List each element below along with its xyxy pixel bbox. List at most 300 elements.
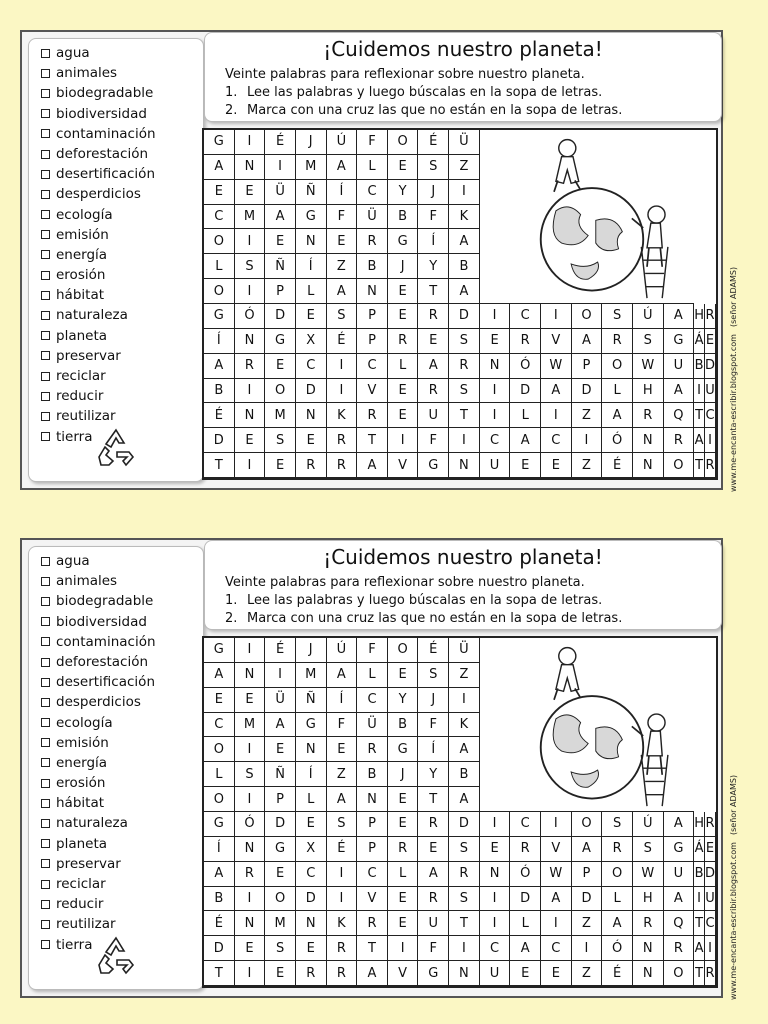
grid-cell[interactable]: F xyxy=(418,936,449,961)
grid-cell[interactable]: Ñ xyxy=(265,762,296,787)
grid-cell[interactable]: C xyxy=(296,354,327,379)
grid-cell[interactable]: D xyxy=(572,379,603,404)
grid-cell[interactable]: G xyxy=(296,205,327,230)
grid-cell[interactable]: Á xyxy=(694,329,705,354)
grid-cell[interactable]: T xyxy=(204,961,235,986)
grid-cell[interactable]: D xyxy=(705,354,716,379)
grid-cell[interactable]: Ó xyxy=(510,862,541,887)
grid-cell[interactable]: D xyxy=(265,304,296,329)
grid-cell[interactable]: R xyxy=(664,936,695,961)
grid-cell[interactable]: Í xyxy=(204,329,235,354)
grid-cell[interactable]: A xyxy=(204,663,235,688)
grid-cell[interactable]: Ó xyxy=(510,354,541,379)
grid-cell[interactable]: Z xyxy=(572,961,603,986)
grid-cell[interactable]: V xyxy=(357,887,388,912)
grid-cell[interactable]: U xyxy=(480,453,511,478)
grid-cell[interactable]: Z xyxy=(572,403,603,428)
grid-cell[interactable]: N xyxy=(235,403,266,428)
grid-cell[interactable]: E xyxy=(388,812,419,837)
grid-cell[interactable]: R xyxy=(705,453,716,478)
checkbox-icon[interactable] xyxy=(41,577,50,586)
grid-cell[interactable]: S xyxy=(449,887,480,912)
grid-cell[interactable]: E xyxy=(296,304,327,329)
grid-cell[interactable]: P xyxy=(357,304,388,329)
grid-cell[interactable]: J xyxy=(296,130,327,155)
grid-cell[interactable]: G xyxy=(296,713,327,738)
grid-cell[interactable]: W xyxy=(541,354,572,379)
grid-cell[interactable]: U xyxy=(705,887,716,912)
grid-cell[interactable]: I xyxy=(327,354,358,379)
grid-cell[interactable]: O xyxy=(602,354,633,379)
grid-cell[interactable]: G xyxy=(265,837,296,862)
grid-cell[interactable]: R xyxy=(327,961,358,986)
grid-cell[interactable]: R xyxy=(357,403,388,428)
grid-cell[interactable]: T xyxy=(418,279,449,304)
grid-cell[interactable]: A xyxy=(664,379,695,404)
checkbox-icon[interactable] xyxy=(41,291,50,300)
grid-cell[interactable]: R xyxy=(388,837,419,862)
grid-cell[interactable]: G xyxy=(664,837,695,862)
grid-cell[interactable]: L xyxy=(388,862,419,887)
grid-cell[interactable]: E xyxy=(327,229,358,254)
grid-cell[interactable]: U xyxy=(664,862,695,887)
grid-cell[interactable]: B xyxy=(388,713,419,738)
grid-cell[interactable]: I xyxy=(235,453,266,478)
grid-cell[interactable]: I xyxy=(480,812,511,837)
grid-cell[interactable]: K xyxy=(327,911,358,936)
grid-cell[interactable]: R xyxy=(510,329,541,354)
grid-cell[interactable]: G xyxy=(418,453,449,478)
grid-cell[interactable]: M xyxy=(235,713,266,738)
grid-cell[interactable]: L xyxy=(357,663,388,688)
grid-cell[interactable]: K xyxy=(449,713,480,738)
grid-cell[interactable]: C xyxy=(204,205,235,230)
grid-cell[interactable]: Ó xyxy=(235,812,266,837)
grid-cell[interactable]: W xyxy=(633,354,664,379)
grid-cell[interactable]: R xyxy=(296,961,327,986)
grid-cell[interactable]: T xyxy=(449,403,480,428)
grid-cell[interactable]: E xyxy=(327,737,358,762)
grid-cell[interactable]: A xyxy=(572,329,603,354)
grid-cell[interactable]: O xyxy=(204,229,235,254)
checkbox-icon[interactable] xyxy=(41,250,50,259)
grid-cell[interactable]: A xyxy=(204,354,235,379)
checkbox-icon[interactable] xyxy=(41,109,50,118)
grid-cell[interactable]: I xyxy=(480,911,511,936)
grid-cell[interactable]: E xyxy=(418,329,449,354)
grid-cell[interactable]: L xyxy=(510,403,541,428)
grid-cell[interactable]: U xyxy=(480,961,511,986)
grid-cell[interactable]: U xyxy=(418,403,449,428)
grid-cell[interactable]: A xyxy=(449,229,480,254)
grid-cell[interactable]: D xyxy=(204,936,235,961)
grid-cell[interactable]: R xyxy=(633,911,664,936)
grid-cell[interactable]: A xyxy=(664,887,695,912)
grid-cell[interactable]: Ü xyxy=(449,130,480,155)
grid-cell[interactable]: O xyxy=(388,638,419,663)
grid-cell[interactable]: Ú xyxy=(327,638,358,663)
grid-cell[interactable]: L xyxy=(204,762,235,787)
grid-cell[interactable]: E xyxy=(265,961,296,986)
grid-cell[interactable]: B xyxy=(357,254,388,279)
grid-cell[interactable]: Ó xyxy=(602,428,633,453)
grid-cell[interactable]: U xyxy=(705,379,716,404)
grid-cell[interactable]: É xyxy=(265,638,296,663)
grid-cell[interactable]: Ó xyxy=(235,304,266,329)
grid-cell[interactable]: Í xyxy=(296,762,327,787)
grid-cell[interactable]: R xyxy=(296,453,327,478)
checkbox-icon[interactable] xyxy=(41,799,50,808)
grid-cell[interactable]: E xyxy=(265,737,296,762)
grid-cell[interactable]: G xyxy=(204,638,235,663)
grid-cell[interactable]: I xyxy=(235,961,266,986)
grid-cell[interactable]: E xyxy=(388,155,419,180)
checkbox-icon[interactable] xyxy=(41,69,50,78)
grid-cell[interactable]: R xyxy=(705,812,716,837)
grid-cell[interactable]: B xyxy=(449,254,480,279)
grid-cell[interactable]: N xyxy=(357,787,388,812)
grid-cell[interactable]: L xyxy=(602,887,633,912)
grid-cell[interactable]: Ü xyxy=(265,180,296,205)
grid-cell[interactable]: R xyxy=(418,379,449,404)
grid-cell[interactable]: P xyxy=(572,354,603,379)
grid-cell[interactable]: O xyxy=(265,379,296,404)
grid-cell[interactable]: A xyxy=(510,428,541,453)
checkbox-icon[interactable] xyxy=(41,658,50,667)
grid-cell[interactable]: Ü xyxy=(357,713,388,738)
grid-cell[interactable]: C xyxy=(357,354,388,379)
grid-cell[interactable]: A xyxy=(541,887,572,912)
grid-cell[interactable]: Ó xyxy=(602,936,633,961)
checkbox-icon[interactable] xyxy=(41,150,50,159)
grid-cell[interactable]: M xyxy=(296,155,327,180)
grid-cell[interactable]: Q xyxy=(664,911,695,936)
grid-cell[interactable]: Ñ xyxy=(296,688,327,713)
grid-cell[interactable]: R xyxy=(327,453,358,478)
grid-cell[interactable]: I xyxy=(265,155,296,180)
grid-cell[interactable]: E xyxy=(388,911,419,936)
grid-cell[interactable]: E xyxy=(204,180,235,205)
grid-cell[interactable]: N xyxy=(296,737,327,762)
grid-cell[interactable]: C xyxy=(357,688,388,713)
grid-cell[interactable]: P xyxy=(265,279,296,304)
checkbox-icon[interactable] xyxy=(41,698,50,707)
grid-cell[interactable]: A xyxy=(449,787,480,812)
grid-cell[interactable]: B xyxy=(694,862,705,887)
grid-cell[interactable]: A xyxy=(541,379,572,404)
grid-cell[interactable]: U xyxy=(664,354,695,379)
grid-cell[interactable]: S xyxy=(449,329,480,354)
grid-cell[interactable]: É xyxy=(602,453,633,478)
grid-cell[interactable]: G xyxy=(204,130,235,155)
grid-cell[interactable]: O xyxy=(602,862,633,887)
grid-cell[interactable]: O xyxy=(572,812,603,837)
grid-cell[interactable]: Í xyxy=(418,229,449,254)
grid-cell[interactable]: R xyxy=(418,812,449,837)
grid-cell[interactable]: Ü xyxy=(357,205,388,230)
grid-cell[interactable]: W xyxy=(633,862,664,887)
grid-cell[interactable]: E xyxy=(541,453,572,478)
grid-cell[interactable]: D xyxy=(510,379,541,404)
grid-cell[interactable]: S xyxy=(418,663,449,688)
grid-cell[interactable]: M xyxy=(296,663,327,688)
grid-cell[interactable]: Y xyxy=(418,254,449,279)
grid-cell[interactable]: T xyxy=(204,453,235,478)
grid-cell[interactable]: C xyxy=(510,304,541,329)
grid-cell[interactable]: G xyxy=(388,229,419,254)
grid-cell[interactable]: N xyxy=(480,862,511,887)
grid-cell[interactable]: I xyxy=(235,787,266,812)
grid-cell[interactable]: E xyxy=(480,329,511,354)
grid-cell[interactable]: I xyxy=(480,304,511,329)
checkbox-icon[interactable] xyxy=(41,311,50,320)
grid-cell[interactable]: G xyxy=(418,961,449,986)
grid-cell[interactable]: R xyxy=(705,961,716,986)
grid-cell[interactable]: I xyxy=(388,428,419,453)
grid-cell[interactable]: I xyxy=(480,379,511,404)
grid-cell[interactable]: E xyxy=(705,837,716,862)
grid-cell[interactable]: J xyxy=(418,688,449,713)
grid-cell[interactable]: A xyxy=(204,862,235,887)
grid-cell[interactable]: Ú xyxy=(633,304,664,329)
grid-cell[interactable]: O xyxy=(388,130,419,155)
grid-cell[interactable]: H xyxy=(633,379,664,404)
grid-cell[interactable]: I xyxy=(327,379,358,404)
grid-cell[interactable]: F xyxy=(418,205,449,230)
grid-cell[interactable]: S xyxy=(633,837,664,862)
grid-cell[interactable]: D xyxy=(510,887,541,912)
grid-cell[interactable]: I xyxy=(449,428,480,453)
grid-cell[interactable]: E xyxy=(388,379,419,404)
grid-cell[interactable]: P xyxy=(357,812,388,837)
grid-cell[interactable]: N xyxy=(235,329,266,354)
grid-cell[interactable]: A xyxy=(327,787,358,812)
checkbox-icon[interactable] xyxy=(41,89,50,98)
grid-cell[interactable]: E xyxy=(235,936,266,961)
grid-cell[interactable]: O xyxy=(572,304,603,329)
grid-cell[interactable]: E xyxy=(510,961,541,986)
grid-cell[interactable]: Z xyxy=(449,663,480,688)
grid-cell[interactable]: V xyxy=(357,379,388,404)
grid-cell[interactable]: I xyxy=(235,887,266,912)
grid-cell[interactable]: M xyxy=(265,911,296,936)
grid-cell[interactable]: R xyxy=(357,911,388,936)
grid-cell[interactable]: C xyxy=(357,180,388,205)
checkbox-icon[interactable] xyxy=(41,880,50,889)
grid-cell[interactable]: G xyxy=(664,329,695,354)
grid-cell[interactable]: V xyxy=(388,453,419,478)
checkbox-icon[interactable] xyxy=(41,940,50,949)
grid-cell[interactable]: I xyxy=(449,688,480,713)
grid-cell[interactable]: E xyxy=(265,862,296,887)
grid-cell[interactable]: Y xyxy=(388,180,419,205)
grid-cell[interactable]: E xyxy=(388,787,419,812)
grid-cell[interactable]: E xyxy=(296,936,327,961)
grid-cell[interactable]: I xyxy=(327,862,358,887)
grid-cell[interactable]: C xyxy=(541,936,572,961)
grid-cell[interactable]: O xyxy=(664,453,695,478)
grid-cell[interactable]: F xyxy=(327,713,358,738)
grid-cell[interactable]: A xyxy=(357,453,388,478)
grid-cell[interactable]: J xyxy=(418,180,449,205)
grid-cell[interactable]: I xyxy=(572,428,603,453)
grid-cell[interactable]: C xyxy=(541,428,572,453)
grid-cell[interactable]: C xyxy=(204,713,235,738)
grid-cell[interactable]: E xyxy=(388,304,419,329)
grid-cell[interactable]: D xyxy=(204,428,235,453)
grid-cell[interactable]: A xyxy=(602,403,633,428)
grid-cell[interactable]: É xyxy=(204,403,235,428)
checkbox-icon[interactable] xyxy=(41,900,50,909)
grid-cell[interactable]: T xyxy=(694,911,705,936)
checkbox-icon[interactable] xyxy=(41,230,50,239)
grid-cell[interactable]: Í xyxy=(296,254,327,279)
grid-cell[interactable]: Ú xyxy=(327,130,358,155)
grid-cell[interactable]: I xyxy=(541,812,572,837)
grid-cell[interactable]: L xyxy=(602,379,633,404)
checkbox-icon[interactable] xyxy=(41,597,50,606)
grid-cell[interactable]: I xyxy=(388,936,419,961)
grid-cell[interactable]: N xyxy=(235,837,266,862)
grid-cell[interactable]: F xyxy=(327,205,358,230)
grid-cell[interactable]: P xyxy=(357,329,388,354)
grid-cell[interactable]: A xyxy=(664,304,695,329)
grid-cell[interactable]: E xyxy=(265,229,296,254)
grid-cell[interactable]: B xyxy=(694,354,705,379)
grid-cell[interactable]: L xyxy=(296,787,327,812)
grid-cell[interactable]: X xyxy=(296,837,327,862)
grid-cell[interactable]: B xyxy=(388,205,419,230)
checkbox-icon[interactable] xyxy=(41,372,50,381)
grid-cell[interactable]: E xyxy=(296,428,327,453)
grid-cell[interactable]: K xyxy=(327,403,358,428)
grid-cell[interactable]: L xyxy=(296,279,327,304)
grid-cell[interactable]: P xyxy=(572,862,603,887)
grid-cell[interactable]: T xyxy=(449,911,480,936)
grid-cell[interactable]: É xyxy=(327,329,358,354)
grid-cell[interactable]: N xyxy=(449,961,480,986)
grid-cell[interactable]: Í xyxy=(418,737,449,762)
grid-cell[interactable]: U xyxy=(418,911,449,936)
grid-cell[interactable]: S xyxy=(327,304,358,329)
grid-cell[interactable]: É xyxy=(204,911,235,936)
grid-cell[interactable]: É xyxy=(418,638,449,663)
grid-cell[interactable]: A xyxy=(327,279,358,304)
checkbox-icon[interactable] xyxy=(41,758,50,767)
grid-cell[interactable]: A xyxy=(418,862,449,887)
grid-cell[interactable]: P xyxy=(357,837,388,862)
grid-cell[interactable]: I xyxy=(541,911,572,936)
grid-cell[interactable]: S xyxy=(265,936,296,961)
checkbox-icon[interactable] xyxy=(41,170,50,179)
grid-cell[interactable]: J xyxy=(296,638,327,663)
checkbox-icon[interactable] xyxy=(41,557,50,566)
grid-cell[interactable]: D xyxy=(572,887,603,912)
grid-cell[interactable]: N xyxy=(633,936,664,961)
grid-cell[interactable]: E xyxy=(265,354,296,379)
grid-cell[interactable]: D xyxy=(705,862,716,887)
grid-cell[interactable]: N xyxy=(235,911,266,936)
grid-cell[interactable]: G xyxy=(204,304,235,329)
grid-cell[interactable]: A xyxy=(602,911,633,936)
grid-cell[interactable]: D xyxy=(449,812,480,837)
grid-cell[interactable]: Y xyxy=(388,688,419,713)
grid-cell[interactable]: Z xyxy=(327,762,358,787)
grid-cell[interactable]: G xyxy=(388,737,419,762)
grid-cell[interactable]: R xyxy=(602,837,633,862)
grid-cell[interactable]: R xyxy=(327,936,358,961)
grid-cell[interactable]: I xyxy=(480,887,511,912)
grid-cell[interactable]: L xyxy=(357,155,388,180)
grid-cell[interactable]: M xyxy=(265,403,296,428)
checkbox-icon[interactable] xyxy=(41,129,50,138)
grid-cell[interactable]: J xyxy=(388,762,419,787)
grid-cell[interactable]: E xyxy=(388,887,419,912)
checkbox-icon[interactable] xyxy=(41,920,50,929)
grid-cell[interactable]: I xyxy=(480,403,511,428)
grid-cell[interactable]: N xyxy=(357,279,388,304)
grid-cell[interactable]: Ü xyxy=(265,688,296,713)
checkbox-icon[interactable] xyxy=(41,839,50,848)
grid-cell[interactable]: E xyxy=(480,837,511,862)
grid-cell[interactable]: N xyxy=(633,453,664,478)
grid-cell[interactable]: Z xyxy=(572,911,603,936)
grid-cell[interactable]: E xyxy=(235,180,266,205)
grid-cell[interactable]: I xyxy=(541,403,572,428)
grid-cell[interactable]: W xyxy=(541,862,572,887)
grid-cell[interactable]: V xyxy=(541,837,572,862)
checkbox-icon[interactable] xyxy=(41,617,50,626)
grid-cell[interactable]: L xyxy=(510,911,541,936)
grid-cell[interactable]: É xyxy=(327,837,358,862)
checkbox-icon[interactable] xyxy=(41,351,50,360)
grid-cell[interactable]: S xyxy=(235,762,266,787)
grid-cell[interactable]: Z xyxy=(449,155,480,180)
grid-cell[interactable]: R xyxy=(705,304,716,329)
grid-cell[interactable]: I xyxy=(705,428,716,453)
grid-cell[interactable]: R xyxy=(664,428,695,453)
checkbox-icon[interactable] xyxy=(41,859,50,868)
grid-cell[interactable]: D xyxy=(296,379,327,404)
grid-cell[interactable]: E xyxy=(296,812,327,837)
checkbox-icon[interactable] xyxy=(41,718,50,727)
grid-cell[interactable]: R xyxy=(418,887,449,912)
grid-cell[interactable]: E xyxy=(235,688,266,713)
grid-cell[interactable]: F xyxy=(357,638,388,663)
grid-cell[interactable]: C xyxy=(705,911,716,936)
grid-cell[interactable]: I xyxy=(235,229,266,254)
grid-cell[interactable]: T xyxy=(694,403,705,428)
grid-cell[interactable]: V xyxy=(388,961,419,986)
grid-cell[interactable]: R xyxy=(449,862,480,887)
grid-cell[interactable]: E xyxy=(204,688,235,713)
grid-cell[interactable]: E xyxy=(418,837,449,862)
grid-cell[interactable]: Z xyxy=(572,453,603,478)
checkbox-icon[interactable] xyxy=(41,49,50,58)
checkbox-icon[interactable] xyxy=(41,392,50,401)
grid-cell[interactable]: S xyxy=(602,812,633,837)
grid-cell[interactable]: K xyxy=(449,205,480,230)
grid-cell[interactable]: A xyxy=(694,936,705,961)
grid-cell[interactable]: I xyxy=(541,304,572,329)
grid-cell[interactable]: S xyxy=(449,379,480,404)
grid-cell[interactable]: A xyxy=(449,279,480,304)
grid-cell[interactable]: G xyxy=(265,329,296,354)
grid-cell[interactable]: I xyxy=(235,638,266,663)
grid-cell[interactable]: E xyxy=(235,428,266,453)
grid-cell[interactable]: G xyxy=(204,812,235,837)
grid-cell[interactable]: I xyxy=(449,180,480,205)
